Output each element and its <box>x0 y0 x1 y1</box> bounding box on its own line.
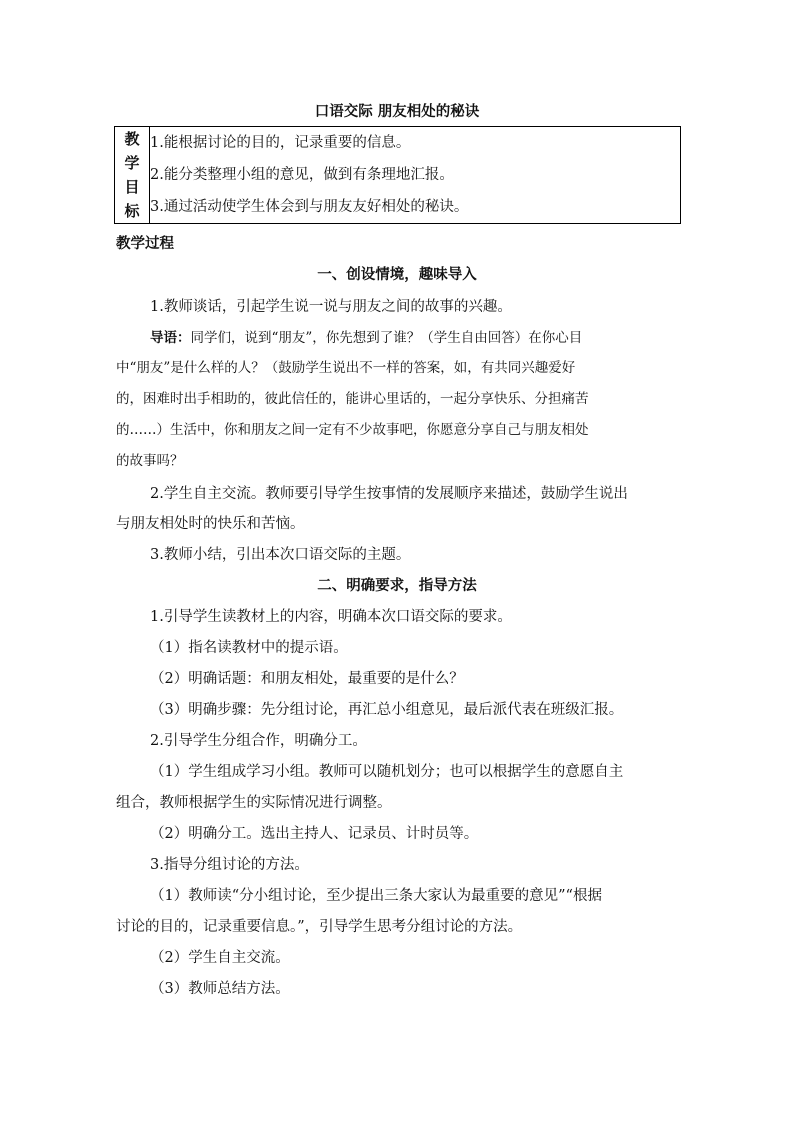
paragraph: 与朋友相处时的快乐和苦恼。 <box>116 516 305 532</box>
paragraph: （1）学生组成学习小组。教师可以随机划分；也可以根据学生的意愿自主 <box>150 764 624 780</box>
paragraph: 讨论的目的，记录重要信息。”，引导学生思考分组讨论的方法。 <box>116 919 523 935</box>
section-heading: 二、明确要求，指导方法 <box>317 578 477 594</box>
goal-item: 2.能分类整理小组的意见，做到有条理地汇报。 <box>150 167 454 183</box>
goal-item: 3.通过活动使学生体会到与朋友友好相处的秘诀。 <box>150 199 469 215</box>
lead-paragraph-line: 的……）生活中，你和朋友之间一定有不少故事吧，你愿意分享自己与朋友相处 <box>116 422 589 438</box>
paragraph: 2.引导学生分组合作，明确分工。 <box>150 733 367 749</box>
paragraph: （2）明确分工。选出主持人、记录员、计时员等。 <box>150 826 479 842</box>
goals-list-cell <box>150 127 681 224</box>
lead-paragraph-line <box>150 326 582 346</box>
goals-header-cell <box>115 127 150 224</box>
paragraph: （2）明确话题：和朋友相处，最重要的是什么？ <box>150 671 464 687</box>
process-label: 教学过程 <box>116 236 174 252</box>
teaching-goals-table <box>114 126 681 224</box>
goals-header-char: 教 <box>124 130 140 148</box>
paragraph: 1.引导学生读教材上的内容，明确本次口语交际的要求。 <box>150 609 512 625</box>
goals-header-char: 标 <box>124 202 140 220</box>
lead-text: 同学们，说到“朋友”，你先想到了谁？（学生自由回答）在你心目 <box>190 330 583 346</box>
paragraph: 3.教师小结，引出本次口语交际的主题。 <box>150 547 411 563</box>
lead-paragraph-line: 的故事吗？ <box>116 453 184 469</box>
page-title: 口语交际 朋友相处的秘诀 <box>314 104 480 120</box>
goals-header-char: 目 <box>124 178 140 196</box>
paragraph: （3）教师总结方法。 <box>150 981 290 997</box>
lead-label: 导语： <box>150 330 191 346</box>
lead-paragraph-line: 的，困难时出手相助的，彼此信任的，能讲心里话的，一起分享快乐、分担痛苦 <box>116 391 589 407</box>
paragraph: 组合，教师根据学生的实际情况进行调整。 <box>116 795 392 811</box>
section-heading: 一、创设情境，趣味导入 <box>317 267 477 283</box>
paragraph: 2.学生自主交流。教师要引导学生按事情的发展顺序来描述，鼓励学生说出 <box>150 486 628 502</box>
paragraph: 3.指导分组讨论的方法。 <box>150 857 309 873</box>
paragraph: （3）明确步骤：先分组讨论，再汇总小组意见，最后派代表在班级汇报。 <box>150 702 624 718</box>
paragraph: 1.教师谈话，引起学生说一说与朋友之间的故事的兴趣。 <box>150 299 512 315</box>
paragraph: （1）教师读“分小组讨论，至少提出三条大家认为最重要的意见”“根据 <box>150 888 602 904</box>
goal-item: 1.能根据讨论的目的，记录重要的信息。 <box>150 135 411 151</box>
lead-paragraph-line: 中“朋友”是什么样的人？（鼓励学生说出不一样的答案，如，有共同兴趣爱好 <box>116 360 576 376</box>
paragraph: （1）指名读教材中的提示语。 <box>150 640 348 656</box>
goals-header-char: 学 <box>124 154 140 172</box>
paragraph: （2）学生自主交流。 <box>150 950 290 966</box>
